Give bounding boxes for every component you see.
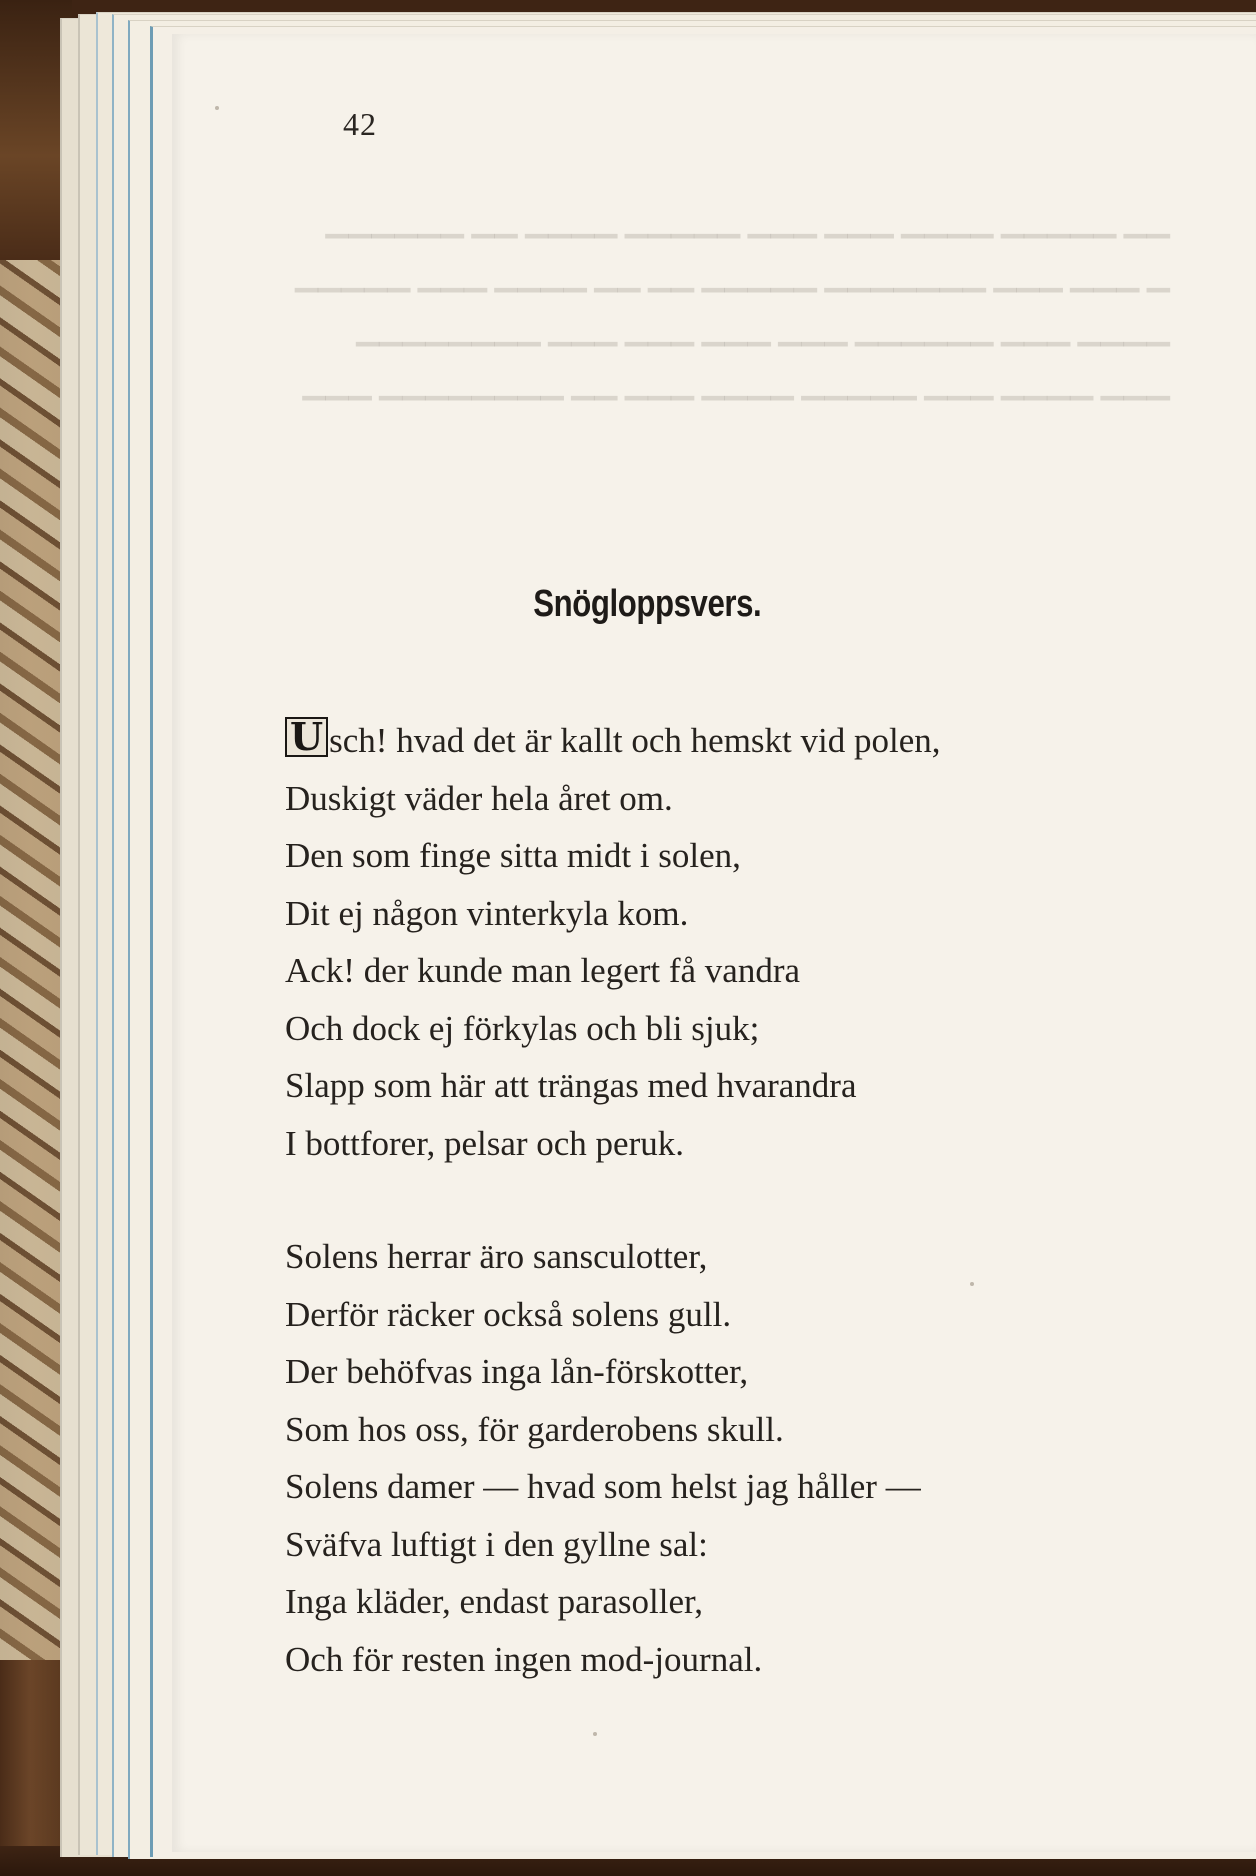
poem-line: Och för resten ingen mod-journal. bbox=[285, 1639, 763, 1679]
poem-line: Dit ej någon vinterkyla kom. bbox=[285, 893, 689, 933]
poem-line: Som hos oss, för garderobens skull. bbox=[285, 1409, 784, 1449]
poem-line: Den som finge sitta midt i solen, bbox=[285, 836, 741, 875]
paper-speck bbox=[215, 106, 219, 110]
poem-line: Solens damer — hvad som helst jag håller — bbox=[285, 1467, 921, 1506]
show-through-text: ▁▁ ▁▁▁▁▁ ▁▁▁▁ ▁▁▁ ▁▁▁ ▁▁▁▁▁ ▁▁▁▁ ▁▁ ▁▁▁▁▁▁ ▁ ▁▁▁ ▁▁▁ ▁▁▁▁▁▁▁ ▁▁▁▁▁ ▁▁ ▁▁ ▁▁▁▁ ▁▁▁ ▁▁▁▁▁ ▁▁▁▁ ▁▁▁ ▁▁▁▁▁▁ ▁▁▁ ▁▁▁ ▁▁▁ ▁▁▁ ▁▁▁▁▁▁▁▁ ▁▁▁ ▁▁▁▁ ▁▁▁ ▁▁▁▁▁ ▁▁▁▁ ▁▁▁ ▁▁ ▁▁▁▁▁▁▁▁ ▁▁▁ bbox=[295, 205, 1170, 400]
stanza-1 bbox=[285, 712, 941, 1172]
stanza-2 bbox=[285, 1228, 921, 1688]
poem-line: Slapp som här att trängas med hvarandra bbox=[285, 1066, 857, 1105]
poem-line: Ack! der kunde man legert få vandra bbox=[285, 951, 801, 990]
poem-line bbox=[285, 712, 941, 770]
page-number: 42 bbox=[343, 106, 377, 142]
poem-line: Sväfva luftigt i den gyllne sal: bbox=[285, 1524, 708, 1564]
poem-line: Solens herrar äro sansculotter, bbox=[285, 1237, 708, 1276]
paper-speck bbox=[593, 1732, 597, 1736]
poem-line: Duskigt väder hela året om. bbox=[285, 778, 673, 818]
poem-title: Snögloppsvers. bbox=[533, 583, 762, 625]
poem-line: Inga kläder, endast parasoller, bbox=[285, 1582, 703, 1621]
poem-line: Och dock ej förkylas och bli sjuk; bbox=[285, 1008, 760, 1048]
paper-speck bbox=[970, 1282, 974, 1286]
poem-line: I bottforer, pelsar och peruk. bbox=[285, 1123, 684, 1163]
poem-line-text: sch! hvad det är kallt och hemskt vid polen, bbox=[329, 721, 941, 760]
poem-line: Derför räcker också solens gull. bbox=[285, 1294, 732, 1334]
decorated-initial: U bbox=[285, 717, 328, 757]
poem-line: Der behöfvas inga lån-förskotter, bbox=[285, 1352, 749, 1391]
